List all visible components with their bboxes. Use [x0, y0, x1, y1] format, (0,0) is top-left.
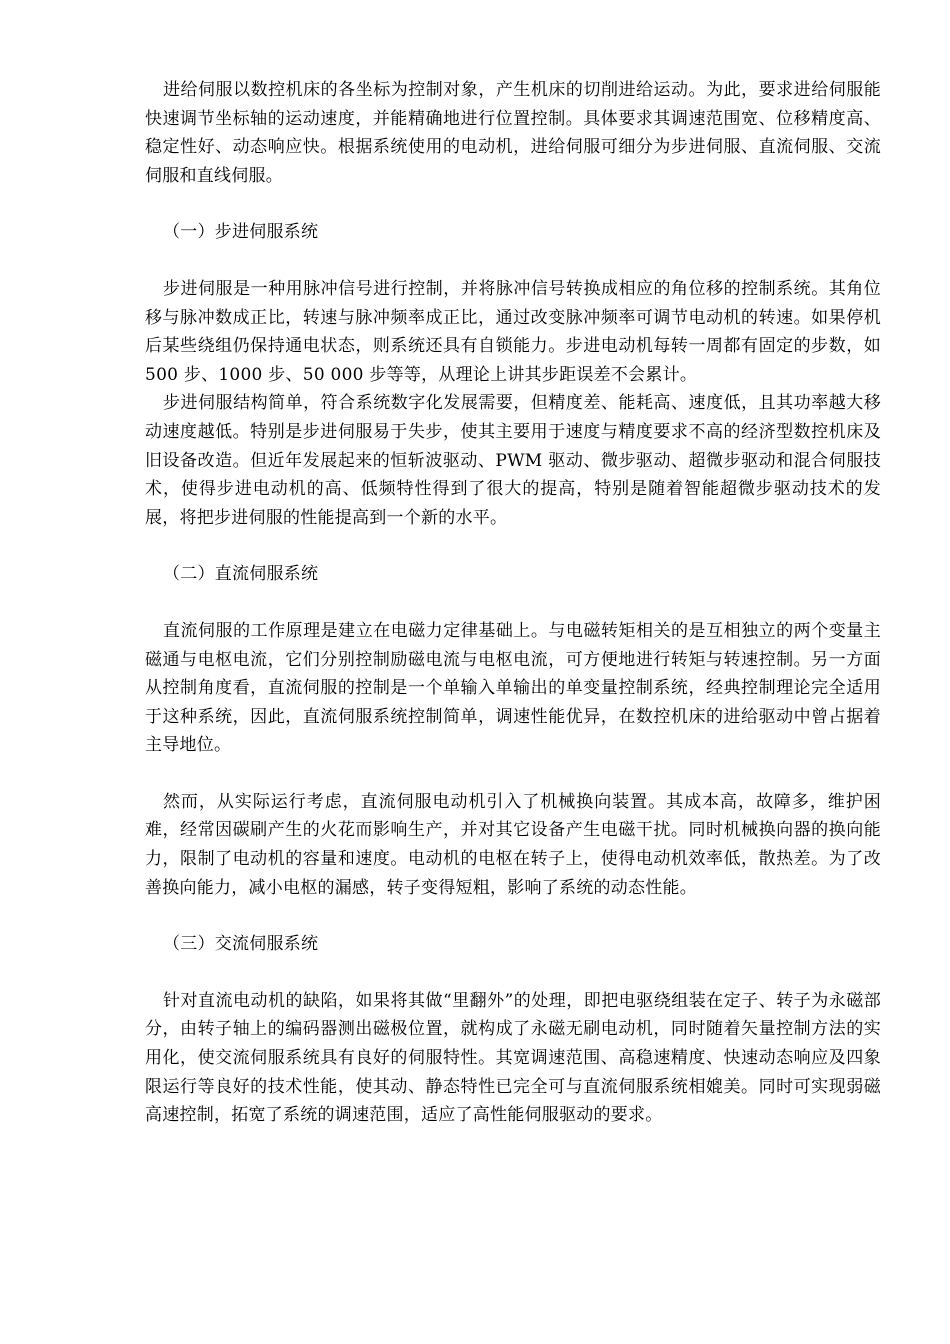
- spacer: [145, 959, 881, 987]
- document-page: [145, 76, 881, 1130]
- spacer: [145, 190, 881, 218]
- dc-paragraph-1: 直流伺服的工作原理是建立在电磁力定律基础上。与电磁转矩相关的是互相独立的两个变量主磁通与电枢电流，它们分别控制励磁电流与电枢电流，可方便地进行转矩与转速控制。另一方面从控制角度看，直流伺服的控制是一个单输入单输出的单变量控制系统，经典控制理论完全适用于这种系统，因此，直流伺服系统控制简单，调速性能优异，在数控机床的进给驱动中曾占据着主导地位。: [145, 620, 881, 756]
- dc-paragraph-2: 然而，从实际运行考虑，直流伺服电动机引入了机械换向装置。其成本高，故障多，维护困难，经常因碳刷产生的火花而影响生产，并对其它设备产生电磁干扰。同时机械换向器的换向能力，限制了电动机的容量和速度。电动机的电枢在转子上，使得电动机效率低，散热差。为了改善换向能力，减小电枢的漏感，转子变得短粗，影响了系统的动态性能。: [145, 791, 881, 898]
- spacer: [145, 247, 881, 275]
- ac-paragraph-1: 针对直流电动机的缺陷，如果将其做“里翻外”的处理，即把电驱绕组装在定子、转子为永磁部分，由转子轴上的编码器测出磁极位置，就构成了永磁无刷电动机，同时随着矢量控制方法的实用化，使交流伺服系统具有良好的伺服特性。其宽调速范围、高稳速精度、快速动态响应及四象限运行等良好的技术性能，使其动、静态特性已完全可与直流伺服系统相媲美。同时可实现弱磁高速控制，拓宽了系统的调速范围，适应了高性能伺服驱动的要求。: [145, 990, 881, 1126]
- spacer: [145, 902, 881, 930]
- stepper-paragraph-2: 步进伺服结构简单，符合系统数字化发展需要，但精度差、能耗高、速度低，且其功率越大移动速度越低。特别是步进伺服易于失步，使其主要用于速度与精度要求不高的经济型数控机床及旧设备改造。但近年发展起来的恒斩波驱动、PWM 驱动、微步驱动、超微步驱动和混合伺服技术，使得步进电动机的高、低频特性得到了很大的提高，特别是随着智能超微步驱动技术的发展，将把步进伺服的性能提高到一个新的水平。: [145, 393, 881, 528]
- stepper-paragraph-1: 步进伺服是一种用脉冲信号进行控制，并将脉冲信号转换成相应的角位移的控制系统。其角位移与脉冲数成正比，转速与脉冲频率成正比，通过改变脉冲频率可调节电动机的转速。如果停机后某些绕组仍保持通电状态，则系统还具有自锁能力。步进电动机每转一周都有固定的步数，如 500 步、1000 步、50 000 步等等，从理论上讲其步距误差不会累计。: [145, 278, 881, 385]
- spacer: [145, 760, 881, 788]
- section-heading-stepper: （一）步进伺服系统: [163, 222, 319, 243]
- section-heading-ac: （三）交流伺服系统: [163, 934, 319, 955]
- spacer: [145, 532, 881, 560]
- intro-paragraph: 进给伺服以数控机床的各坐标为控制对象，产生机床的切削进给运动。为此，要求进给伺服能快速调节坐标轴的运动速度，并能精确地进行位置控制。具体要求其调速范围宽、位移精度高、稳定性好、动态响应快。根据系统使用的电动机，进给伺服可细分为步进伺服、直流伺服、交流伺服和直线伺服。: [145, 80, 881, 186]
- spacer: [145, 589, 881, 617]
- section-heading-dc: （二）直流伺服系统: [163, 564, 319, 585]
